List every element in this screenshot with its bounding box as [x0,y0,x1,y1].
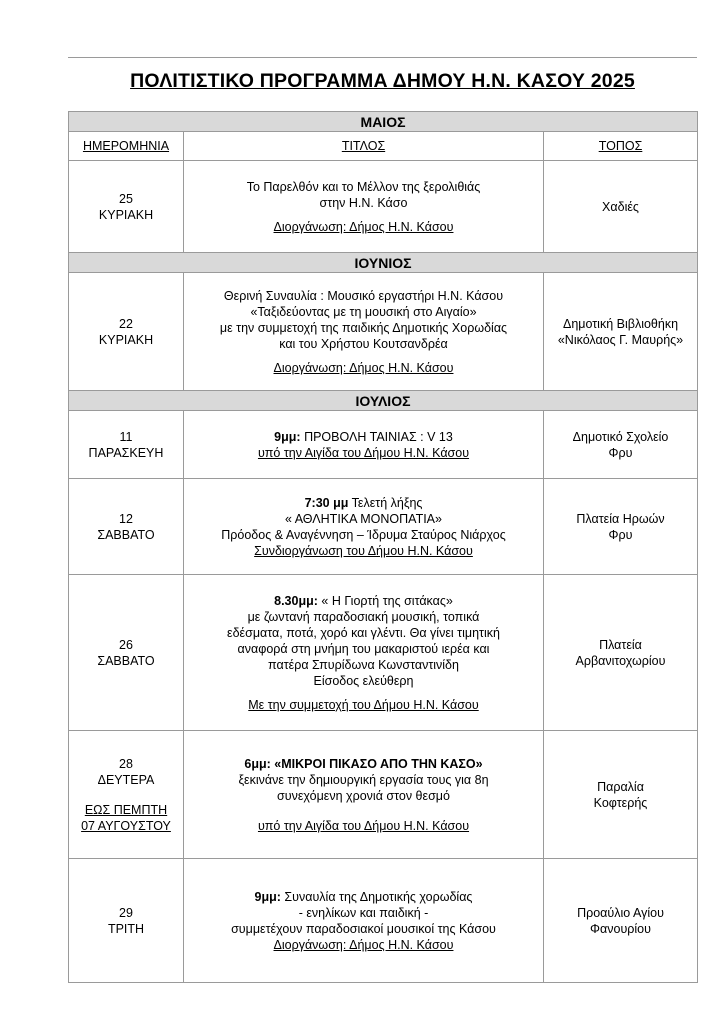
month-label: ΜΑΙΟΣ [69,112,698,132]
event-organizer: Με την συμμετοχή του Δήμου Η.Ν. Κάσου [248,697,479,712]
event-text: ΠΡΟΒΟΛΗ ΤΑΙΝΙΑΣ : V 13 [300,429,453,444]
event-day: 11 [119,429,133,444]
event-line: Είσοδος ελεύθερη [313,673,414,688]
event-time: 8.30μμ: [274,593,318,608]
place-line: Αρβανιτοχωρίου [575,653,666,668]
place-line: Πλατεία Ηρωών [576,511,665,526]
event-date [69,411,184,479]
event-text: Συναυλία της Δημοτικής χορωδίας [280,889,473,904]
event-line: εδέσματα, ποτά, χορό και γλέντι. Θα γίνει τιμητική [227,625,500,640]
program-table [68,111,698,983]
event-place [544,273,698,391]
place-line: Παραλία [597,779,644,794]
event-organizer: υπό την Αιγίδα του Δήμου Η.Ν. Κάσου [257,818,470,833]
event-line: αναφορά στη μνήμη του μακαριστού ιερέα και [237,641,490,656]
event-text: « Η Γιορτή της σιτάκας» [317,593,453,608]
place-line: Προαύλιο Αγίου [577,905,664,920]
event-line: Θερινή Συναυλία : Μουσικό εργαστήρι Η.Ν. Κάσου [223,288,504,303]
event-weekday: ΔΕΥΤΕΡΑ [97,772,155,787]
event-line [188,495,539,511]
month-row-july [69,391,698,411]
header-date: ΗΜΕΡΟΜΗΝΙΑ [69,132,184,161]
event-title [184,859,544,983]
event-row [69,411,698,479]
event-weekday: ΚΥΡΙΑΚΗ [98,332,154,347]
event-line: Το Παρελθόν και το Μέλλον της ξερολιθιάς [246,179,481,194]
place-line: Χαδιές [602,199,639,214]
event-weekday: ΤΡΙΤΗ [107,921,145,936]
event-organizer: Διοργάνωση: Δήμος Η.Ν. Κάσου [273,360,454,375]
event-row [69,731,698,859]
event-line [188,889,539,905]
event-organizer: Συνδιοργάνωση του Δήμου Η.Ν. Κάσου [254,543,473,558]
event-date [69,859,184,983]
event-title [184,731,544,859]
event-line: με την συμμετοχή της παιδικής Δημοτικής Χορωδίας [219,320,508,335]
month-label: ΙΟΥΝΙΟΣ [69,253,698,273]
event-text: Τελετή λήξης [348,495,423,510]
month-label: ΙΟΥΛΙΟΣ [69,391,698,411]
place-line: Πλατεία [599,637,642,652]
event-row [69,273,698,391]
event-line: με ζωντανή παραδοσιακή μουσική, τοπικά [247,609,480,624]
event-place [544,479,698,575]
event-title [184,411,544,479]
event-row [69,161,698,253]
event-row [69,479,698,575]
place-line: Δημοτική Βιβλιοθήκη [562,316,679,331]
document-title: ΠΟΛΙΤΙΣΤΙΚΟ ΠΡΟΓΡΑΜΜΑ ΔΗΜΟΥ Η.Ν. ΚΑΣΟΥ 2025 [130,70,635,92]
event-weekday: ΣΑΒΒΑΤΟ [97,527,155,542]
event-day: 29 [119,905,133,920]
event-title [184,575,544,731]
header-title: ΤΙΤΛΟΣ [184,132,544,161]
event-date [69,479,184,575]
event-title [184,161,544,253]
place-line: Δημοτικό Σχολείο [572,429,669,444]
event-date [69,161,184,253]
event-day: 22 [119,316,133,331]
event-line: « ΑΘΛΗΤΙΚΑ ΜΟΝΟΠΑΤΙΑ» [285,511,442,526]
event-weekday: ΣΑΒΒΑΤΟ [97,653,155,668]
place-line: Φρυ [608,445,633,460]
event-line: πατέρα Σπυρίδωνα Κωνσταντινίδη [268,657,459,672]
event-weekday: ΚΥΡΙΑΚΗ [98,207,154,222]
event-title [184,479,544,575]
event-date [69,575,184,731]
event-row [69,575,698,731]
event-place [544,161,698,253]
event-day: 28 [119,756,133,771]
place-line: Φρυ [608,527,633,542]
event-time: 6μμ: [244,756,271,771]
event-line: Πρόοδος & Αναγέννηση – Ίδρυμα Σταύρος Νιάρχος [221,527,506,542]
month-row-may [69,112,698,132]
event-line [188,593,539,609]
header-place: ΤΟΠΟΣ [544,132,698,161]
event-time: 9μμ: [274,429,301,444]
top-rule [68,57,697,58]
place-line: Φανουρίου [590,921,651,936]
event-place [544,575,698,731]
event-day: 12 [119,511,133,526]
event-place [544,731,698,859]
event-line: συμμετέχουν παραδοσιακοί μουσικοί της Κάσου [231,921,496,936]
event-organizer: Διοργάνωση: Δήμος Η.Ν. Κάσου [273,937,454,952]
place-line: Κοφτερής [593,795,648,810]
event-line: στην Η.Ν. Κάσο [319,195,408,210]
event-weekday: ΠΑΡΑΣΚΕΥΗ [88,445,164,460]
place-line: «Νικόλαος Γ. Μαυρής» [557,332,684,347]
event-until: 07 ΑΥΓΟΥΣΤΟΥ [81,818,171,833]
month-row-june [69,253,698,273]
event-row [69,859,698,983]
header-row [69,132,698,161]
event-date [69,731,184,859]
event-title [184,273,544,391]
event-time: 7:30 μμ [304,495,349,510]
event-text: «ΜΙΚΡΟΙ ΠΙΚΑΣΟ ΑΠΟ ΤΗΝ ΚΑΣΟ» [270,756,483,771]
event-time: 9μμ: [254,889,281,904]
event-organizer: Διοργάνωση: Δήμος Η.Ν. Κάσου [273,219,454,234]
event-place [544,411,698,479]
event-line: - ενηλίκων και παιδική - [298,905,429,920]
event-until: ΕΩΣ ΠΕΜΠΤΗ [84,802,168,817]
event-day: 26 [119,637,133,652]
event-day: 25 [119,191,133,206]
event-line [188,756,539,772]
event-organizer: υπό την Αιγίδα του Δήμου Η.Ν. Κάσου [257,445,470,460]
event-place [544,859,698,983]
event-date [69,273,184,391]
event-line: «Ταξιδεύοντας με τη μουσική στο Αιγαίο» [250,304,477,319]
event-line: συνεχόμενη χρονιά στον θεσμό [277,788,450,803]
event-line [188,429,539,445]
event-line: και του Χρήστου Κουτσανδρέα [279,336,448,351]
event-line: ξεκινάνε την δημιουργική εργασία τους για 8η [238,772,489,787]
